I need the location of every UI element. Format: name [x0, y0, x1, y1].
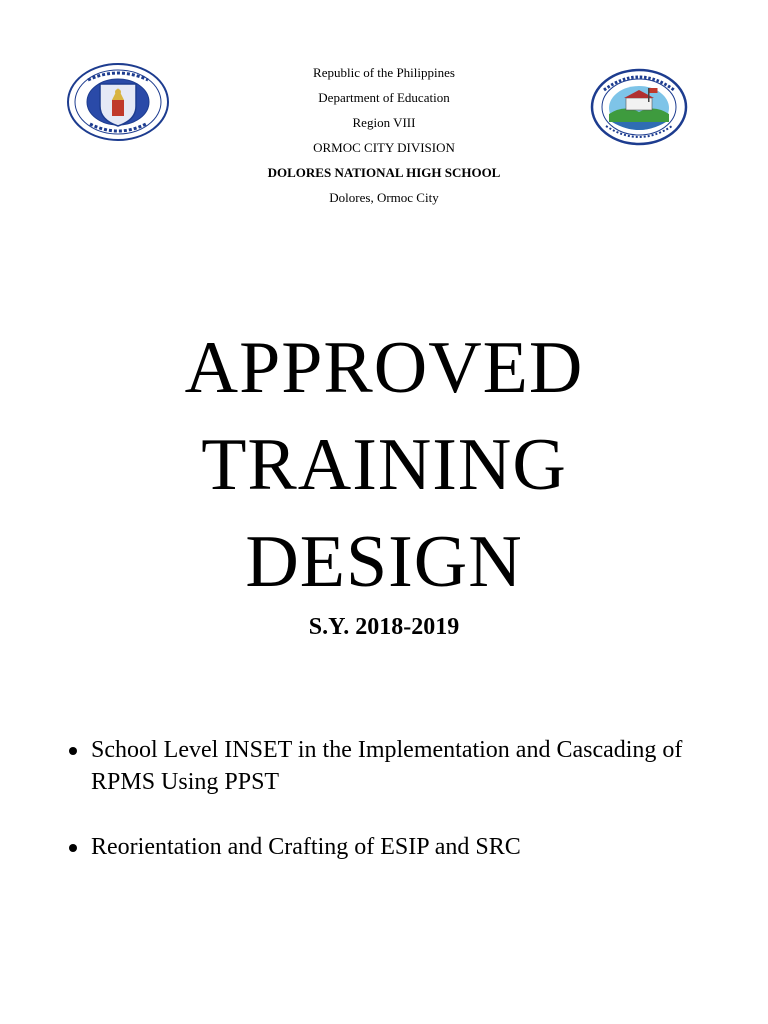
title-line-3: DESIGN [245, 521, 523, 603]
list-item-text: School Level INSET in the Implementation and Cascading of RPMS Using PPST [91, 737, 683, 795]
header-region: Region VIII [352, 115, 416, 130]
document-title [0, 320, 768, 611]
bullet-icon [69, 844, 77, 852]
list-item [66, 734, 686, 798]
header-school-address: Dolores, Ormoc City [329, 190, 439, 205]
deped-seal-icon [66, 62, 170, 142]
header-school-name: DOLORES NATIONAL HIGH SCHOOL [267, 165, 501, 180]
bullet-icon [69, 747, 77, 755]
list-item-text: Reorientation and Crafting of ESIP and SRC [91, 834, 521, 860]
title-line-1: APPROVED [184, 327, 584, 409]
header-country: Republic of the Philippines [313, 65, 455, 80]
school-seal-icon [590, 68, 688, 146]
header-department: Department of Education [318, 90, 450, 105]
school-year: S.Y. 2018-2019 [308, 614, 460, 640]
training-list [66, 734, 686, 896]
title-line-2: TRAINING [201, 424, 567, 506]
document-header [184, 60, 584, 210]
list-item [66, 831, 686, 863]
header-division: ORMOC CITY DIVISION [313, 140, 455, 155]
